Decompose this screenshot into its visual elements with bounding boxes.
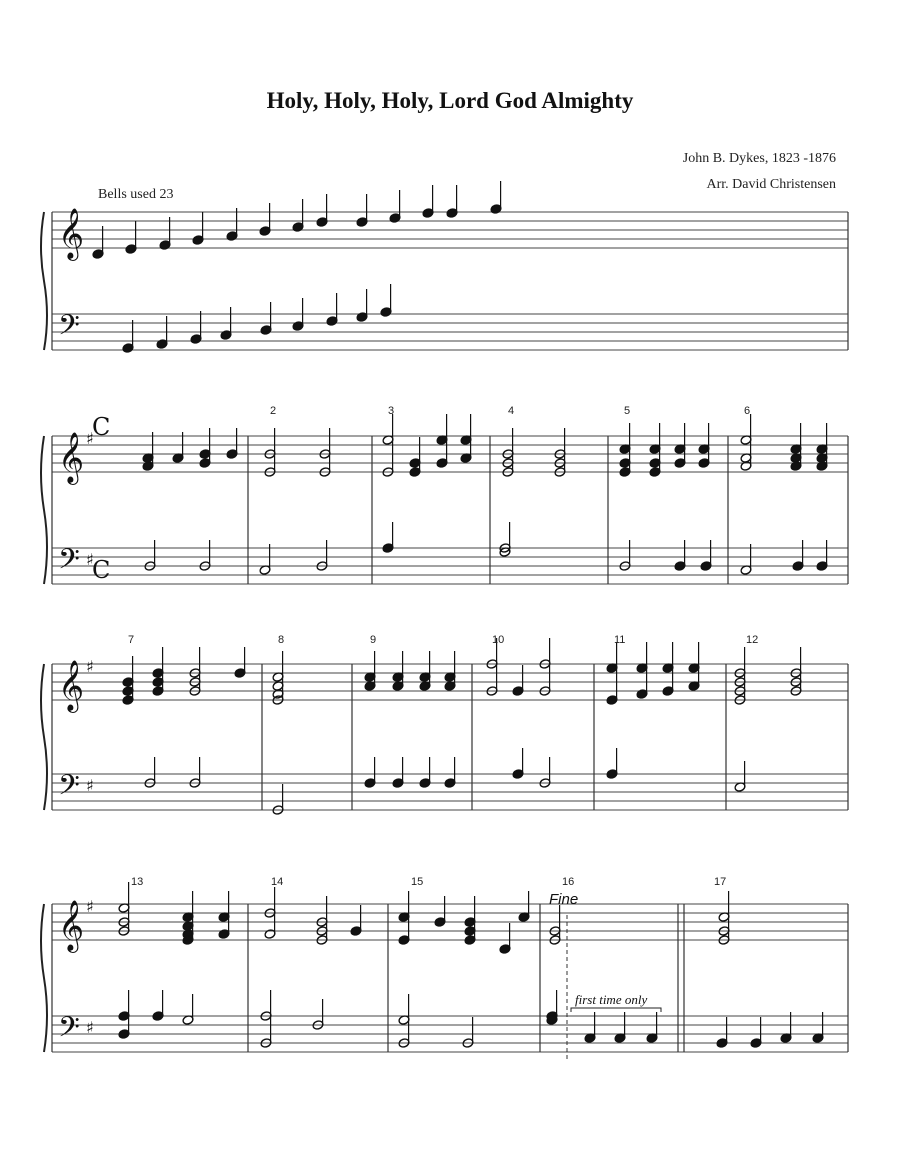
measure-number: 15 [411,876,424,888]
sharp-icon: ♯ [86,657,94,676]
key-signatures [86,429,94,1037]
time-signature-treble: C [92,413,111,441]
notes [92,181,828,1048]
page-title: Holy, Holy, Holy, Lord God Almighty [266,88,634,113]
measure-number: 4 [508,405,515,417]
bells-used-note: Bells used 23 [98,187,174,202]
measure-number: 14 [271,876,284,888]
sharp-icon: ♯ [86,1018,94,1037]
bass-clef-icon: 𝄢 [58,769,80,809]
measure-number: 6 [744,405,751,417]
measure-number: 12 [746,634,759,646]
brace [41,904,47,1052]
brace [41,212,47,350]
measure-number: 7 [128,634,135,646]
composer-credit: John B. Dykes, 1823 -1876 [682,151,836,166]
sharp-icon: ♯ [86,429,94,448]
measure-number: 2 [270,405,277,417]
measure-number: 13 [131,876,144,888]
time-signature-bass: C [92,556,111,584]
clefs [58,208,84,1051]
measure-number: 9 [370,634,377,646]
bass-clef-icon: 𝄢 [58,1011,80,1051]
treble-clef-icon: 𝄞 [58,900,85,951]
treble-clef-icon: 𝄞 [58,208,85,259]
fine-marking: Fine [549,891,579,908]
sharp-icon: ♯ [86,897,94,916]
first-time-only-marking: first time only [575,992,648,1007]
arranger-credit: Arr. David Christensen [706,177,836,192]
measure-number: 11 [614,634,626,646]
treble-clef-icon: 𝄞 [58,660,85,711]
first-time-only-bracket [571,1008,661,1012]
brace [41,436,47,584]
bass-clef-icon: 𝄢 [58,543,80,583]
sharp-icon: ♯ [86,776,94,795]
bass-clef-icon: 𝄢 [58,309,80,349]
measure-number: 16 [562,876,575,888]
sharp-icon: ♯ [86,550,94,569]
treble-clef-icon: 𝄞 [58,432,85,483]
measure-number: 5 [624,405,631,417]
measure-number: 10 [492,634,505,646]
measure-number: 17 [714,876,727,888]
time-signature [92,413,110,584]
measure-number: 3 [388,405,395,417]
measure-numbers [128,405,758,888]
measure-number: 8 [278,634,285,646]
brace [41,664,47,810]
barlines [41,212,848,1052]
